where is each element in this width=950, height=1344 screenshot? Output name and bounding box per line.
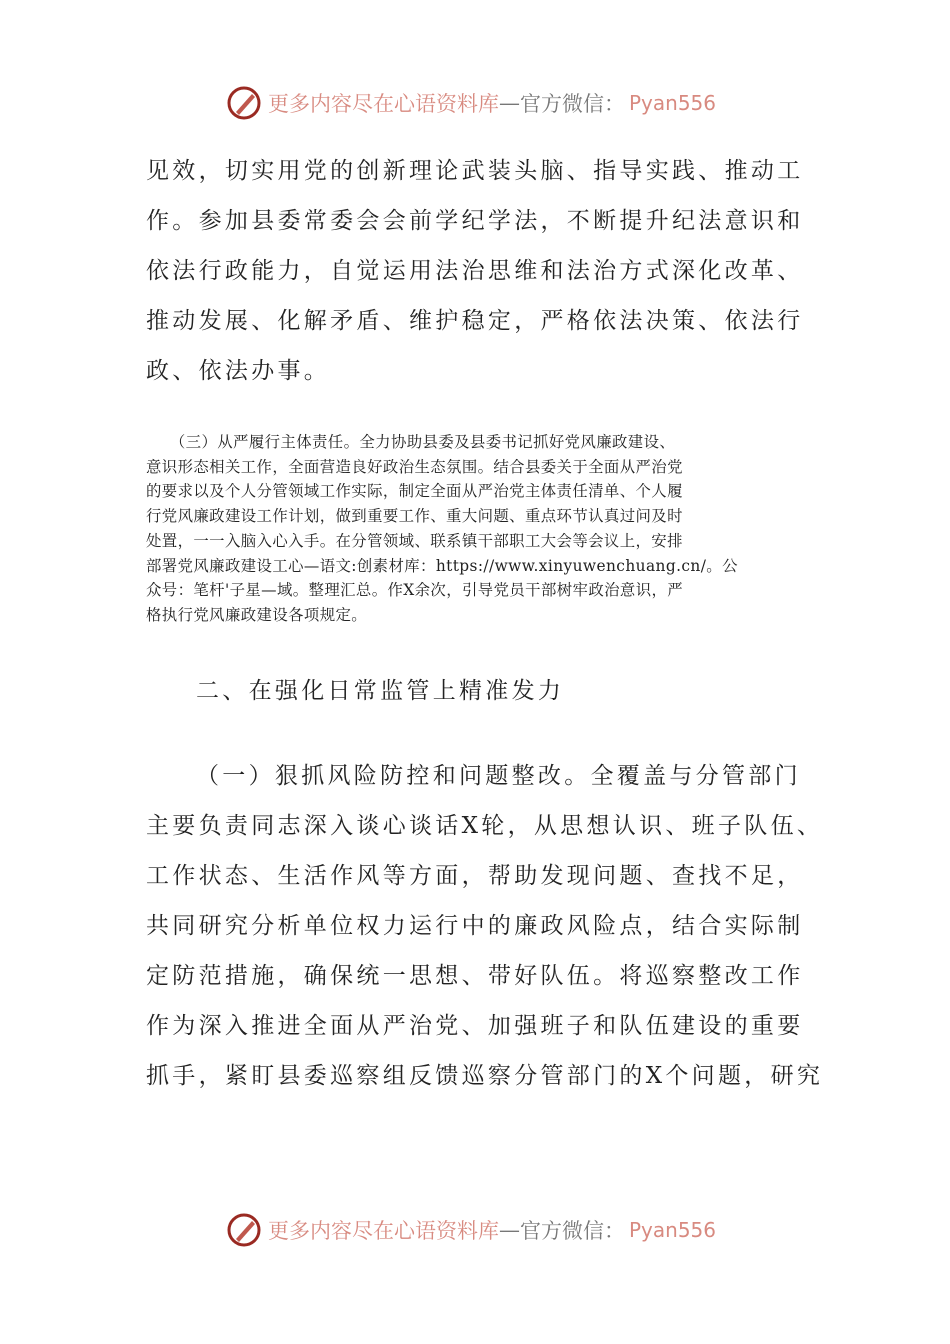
text-line: 众号：笔杆'子星—域。整理汇总。作X余次，引导党员干部树牢政治意识，严	[146, 581, 684, 600]
text-line: 主要负责同志深入谈心谈话X轮，从思想认识、班子队伍、	[146, 813, 824, 839]
text-line: 推动发展、化解矛盾、维护稳定，严格依法决策、依法行	[146, 308, 804, 334]
text-line: 抓手，紧盯县委巡察组反馈巡察分管部门的X个问题，研究	[146, 1063, 824, 1089]
text-line: 作。参加县委常委会会前学纪学法，不断提升纪法意识和	[146, 208, 804, 234]
text-line: 格执行党风廉政建设各项规定。	[146, 605, 368, 624]
banner-wechat-id: Pyan556	[629, 91, 717, 115]
header-banner	[226, 83, 716, 123]
banner-wechat-label: 官方微信：	[520, 1219, 625, 1243]
banner-dash: —	[499, 91, 520, 115]
text-line: （一）狠抓风险防控和问题整改。全覆盖与分管部门	[196, 763, 801, 789]
banner-text: 更多内容尽在心语资料库	[268, 1219, 499, 1243]
text-line: 政、依法办事。	[146, 358, 331, 384]
text-line: 行党风廉政建设工作计划，做到重要工作、重大问题、重点环节认真过问及时	[146, 507, 683, 526]
text-line: 部署党风廉政建设工心—语文:创素材库：https://www.xinyuwenchuang.cn/。公	[146, 556, 738, 575]
text-line: 定防范措施，确保统一思想、带好队伍。将巡察整改工作	[146, 963, 804, 989]
pen-logo-icon	[226, 85, 262, 121]
banner-wechat-label: 官方微信：	[520, 92, 625, 116]
text-line: 见效，切实用党的创新理论武装头脑、指导实践、推动工	[146, 158, 804, 184]
text-line: 依法行政能力，自觉运用法治思维和法治方式深化改革、	[146, 258, 804, 284]
footer-banner	[226, 1210, 716, 1250]
text-line: （三）从严履行主体责任。全力协助县委及县委书记抓好党风廉政建设、	[146, 433, 676, 451]
paragraph-2	[146, 430, 738, 628]
text-line: 处置，一一入脑入心入手。在分管领域、联系镇干部职工大会等会议上，安排	[146, 531, 683, 550]
banner-text: 更多内容尽在心语资料库	[268, 92, 499, 116]
banner-dash: —	[499, 1218, 520, 1242]
paragraph-1	[146, 146, 804, 396]
pen-logo-icon	[226, 1212, 262, 1248]
text-line: 意识形态相关工作，全面营造良好政治生态氛围。结合县委关于全面从严治党	[146, 457, 683, 476]
paragraph-3	[146, 751, 823, 1101]
section-heading: 二、在强化日常监管上精准发力	[196, 678, 565, 704]
text-line: 作为深入推进全面从严治党、加强班子和队伍建设的重要	[146, 1013, 804, 1039]
text-line: 的要求以及个人分管领域工作实际，制定全面从严治党主体责任清单、个人履	[146, 482, 683, 501]
text-line: 工作状态、生活作风等方面，帮助发现问题、查找不足，	[146, 863, 804, 889]
text-line: 共同研究分析单位权力运行中的廉政风险点，结合实际制	[146, 913, 804, 939]
banner-wechat-id: Pyan556	[629, 1218, 717, 1242]
